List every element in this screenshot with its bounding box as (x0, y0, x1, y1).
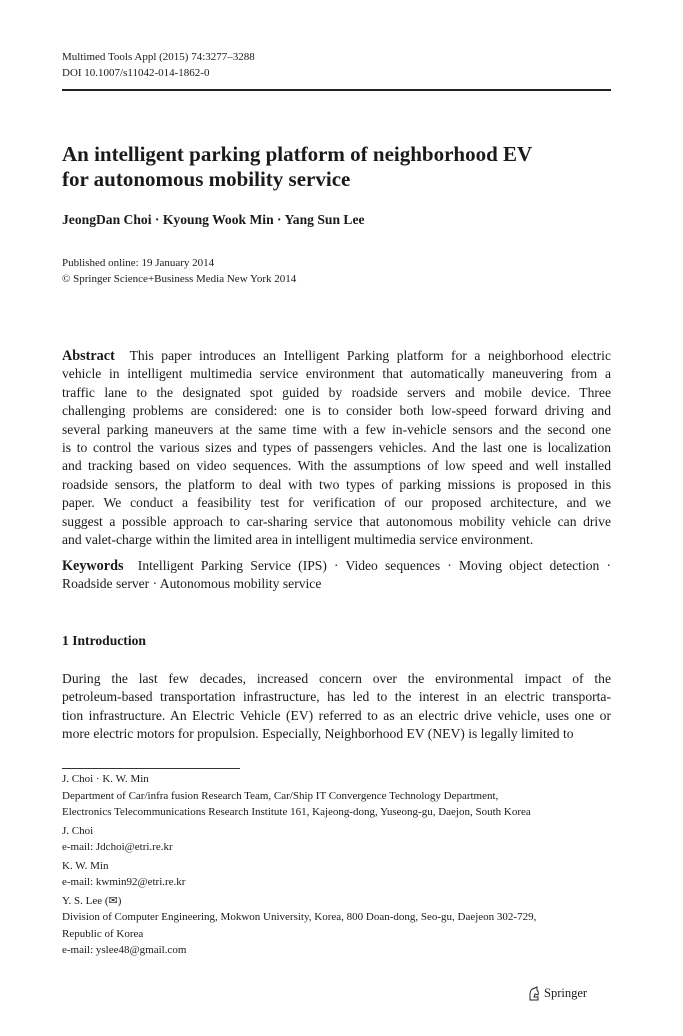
header-rule (62, 89, 611, 91)
footnote-rule (62, 768, 240, 769)
line-text: challenging problems are considered: one is to consider both low-speed forward driving and (62, 403, 611, 419)
text-line (62, 513, 611, 531)
text-line (62, 494, 611, 512)
line-text: roadside sensors, the platform to deal with two types of parking missions is proposed in this (62, 476, 611, 492)
affiliation-line: e-mail: yslee48@gmail.com (62, 944, 187, 956)
text-line (62, 707, 611, 725)
authors: JeongDan Choi · Kyoung Wook Min · Yang Sun Lee (62, 212, 365, 227)
affiliation-line: Department of Car/infra fusion Research Team, Car/Ship IT Convergence Technology Department, (62, 789, 499, 802)
line-text: more electric motors for propulsion. Especially, Neighborhood EV (NEV) is legally limited to (62, 726, 574, 742)
text-line (62, 531, 611, 549)
text-line (62, 725, 611, 743)
doi: DOI 10.1007/s11042-014-1862-0 (62, 66, 210, 79)
text-line (62, 439, 611, 457)
publication-info (62, 256, 296, 287)
line-text: suggest a possible approach to car-sharing service that autonomous mobility vehicle can drive (62, 513, 611, 529)
abstract (62, 347, 611, 549)
journal-citation: Multimed Tools Appl (2015) 74:3277–3288 (62, 51, 255, 63)
text-line (62, 557, 611, 575)
publisher-name: Springer (544, 986, 588, 1000)
affiliation-line: J. Choi (62, 824, 94, 837)
text-line (62, 402, 611, 420)
affiliation-line: J. Choi · K. W. Min (62, 773, 149, 785)
line-text: several parking maneuvers at the same time with a few in-vehicle sensors and the second one (62, 421, 611, 437)
text-line (62, 457, 611, 475)
label: Keywords (62, 558, 124, 574)
affiliation-group (62, 859, 622, 891)
line-text: Roadside server · Autonomous mobility service (62, 576, 322, 592)
affiliation-group (62, 772, 622, 821)
affiliation-line: Electronics Telecommunications Research Institute 161, Kajeong-dong, Yuseong-gu, Daejon, South Korea (62, 806, 531, 818)
author-affiliations (62, 772, 622, 962)
affiliation-line: e-mail: Jdchoi@etri.re.kr (62, 841, 173, 853)
line-text: This paper introduces an Intelligent Parking platform for a neighborhood electric (129, 348, 611, 363)
line-text: petroleum-based transportation infrastructure, has led to the interest in an electric transporta- (62, 689, 611, 705)
text-line (62, 365, 611, 383)
affiliation-line: e-mail: kwmin92@etri.re.kr (62, 876, 186, 888)
section-heading: 1 Introduction (62, 633, 146, 648)
label: Abstract (62, 348, 115, 364)
text-line (62, 670, 611, 688)
title-line: for autonomous mobility service (62, 167, 351, 191)
line-text: is to control the various sizes and types of passengers vehicles. And the last one is localization (62, 439, 611, 455)
line-text: paper. We conduct a feasibility test for verification of our proposed architecture, and we (62, 495, 611, 511)
line-text: Intelligent Parking Service (IPS) · Video sequences · Moving object detection · (137, 558, 612, 573)
introduction-body (62, 670, 611, 744)
text-line (62, 688, 611, 706)
text-line (62, 476, 611, 494)
text-line (62, 421, 611, 439)
line-text: and tracking based on video sequences. With the assumptions of low speed and well installed (62, 458, 611, 474)
published-date: Published online: 19 January 2014 (62, 257, 215, 269)
line-text: traffic lane to the designated spot guided by roadside servers and mobile device. Three (62, 384, 611, 400)
springer-horse-icon (527, 986, 541, 1001)
paper-title (62, 142, 532, 192)
line-text: tion infrastructure. An Electric Vehicle (EV) referred to as an electric drive vehicle, uses one or (62, 707, 611, 723)
publisher-logo (527, 986, 587, 1001)
affiliation-group (62, 824, 622, 856)
affiliation-line: Division of Computer Engineering, Mokwon University, Korea, 800 Doan-dong, Seo-gu, Daejeon 302-729, (62, 911, 537, 923)
affiliation-line: Republic of Korea (62, 927, 144, 940)
line-text: and valet-charge within the limited area in intelligent multimedia service environment. (62, 531, 534, 547)
copyright: © Springer Science+Business Media New York 2014 (62, 272, 297, 285)
title-line: An intelligent parking platform of neighborhood EV (62, 142, 533, 166)
text-line (62, 347, 611, 365)
line-text: During the last few decades, increased concern over the environmental impact of the (62, 671, 611, 686)
keywords (62, 557, 611, 594)
text-line (62, 384, 611, 402)
affiliation-line: Y. S. Lee (✉) (62, 894, 122, 907)
running-header (62, 50, 255, 81)
affiliation-group (62, 894, 622, 959)
affiliation-line: K. W. Min (62, 859, 109, 872)
text-line (62, 575, 611, 593)
line-text: vehicle in intelligent multimedia service environment that automatically maneuvering from a (62, 366, 611, 382)
